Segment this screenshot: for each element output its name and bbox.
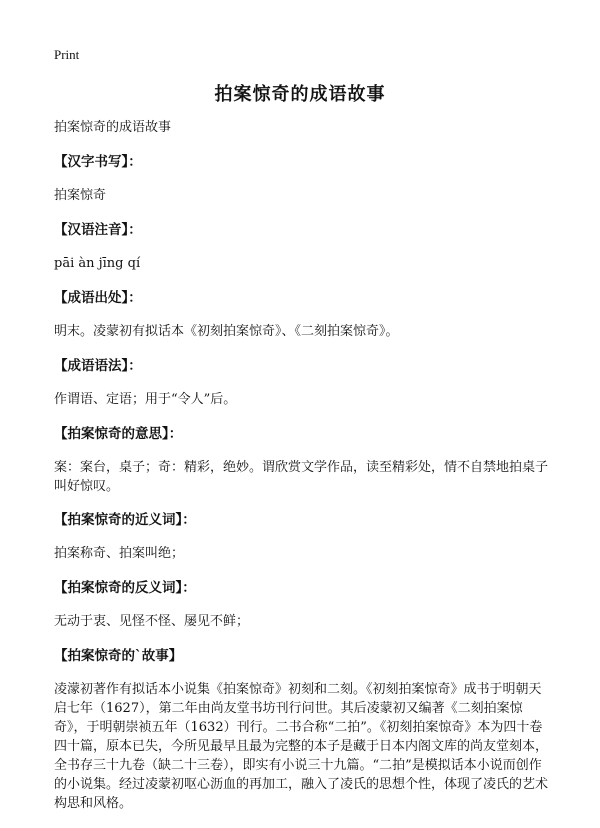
section-body-source: 明末。凌蒙初有拟话本《初刻拍案惊奇》、《二刻拍案惊奇》。 [54, 324, 399, 339]
section-heading-writing: 【汉字书写】： [54, 154, 142, 170]
section-heading-antonyms: 【拍案惊奇的反义词】： [54, 580, 196, 596]
section-body-writing: 拍案惊奇 [54, 188, 107, 203]
section-heading-pinyin: 【汉语注音】： [54, 222, 142, 238]
section-body-antonyms: 无动于衷、见怪不怪、屡见不鲜； [54, 614, 250, 629]
section-body-synonyms: 拍案称奇、拍案叫绝； [54, 546, 185, 561]
section-heading-meaning: 【拍案惊奇的意思】： [54, 426, 183, 442]
print-link[interactable]: Print [54, 47, 80, 62]
section-heading-source: 【成语出处】： [54, 290, 142, 306]
section-heading-story: 【拍案惊奇的`故事】 [54, 648, 183, 664]
section-body-meaning: 案：案台，桌子；奇：精彩，绝妙。谓欣赏文学作品，读至精彩处，情不自禁地拍桌子叫好惊叹。 [54, 460, 549, 494]
section-body-pinyin: pāi àn jīng qí [54, 256, 141, 271]
section-body-story: 凌濛初著作有拟话本小说集《拍案惊奇》初刻和二刻。《初刻拍案惊奇》成书于明朝天启七年（1627），第二年由尚友堂书坊刊行问世。其后凌蒙初又编著《二刻拍案惊奇》，于明朝崇祯五年（1632）刊行。二书合称“二拍”。《初刻拍案惊奇》本为四十卷四十篇，原本已失，今所见最早且最为完整的本子是藏于日本内阁文库的尚友堂刻本，全书存三十九卷（缺二十三卷），即实有小说三十九篇。“二拍”是模拟话本小说而创作的小说集。经过凌蒙初呕心沥血的再加工，融入了凌氏的思想个性，体现了凌氏的艺术构思和风格。 [54, 682, 549, 811]
section-heading-synonyms: 【拍案惊奇的近义词】： [54, 512, 196, 528]
intro-text: 拍案惊奇的成语故事 [54, 120, 172, 135]
section-heading-grammar: 【成语语法】： [54, 358, 142, 374]
document-body [54, 118, 550, 813]
page-title: 拍案惊奇的成语故事 [214, 84, 386, 105]
section-body-grammar: 作谓语、定语；用于“令人”后。 [54, 392, 237, 407]
